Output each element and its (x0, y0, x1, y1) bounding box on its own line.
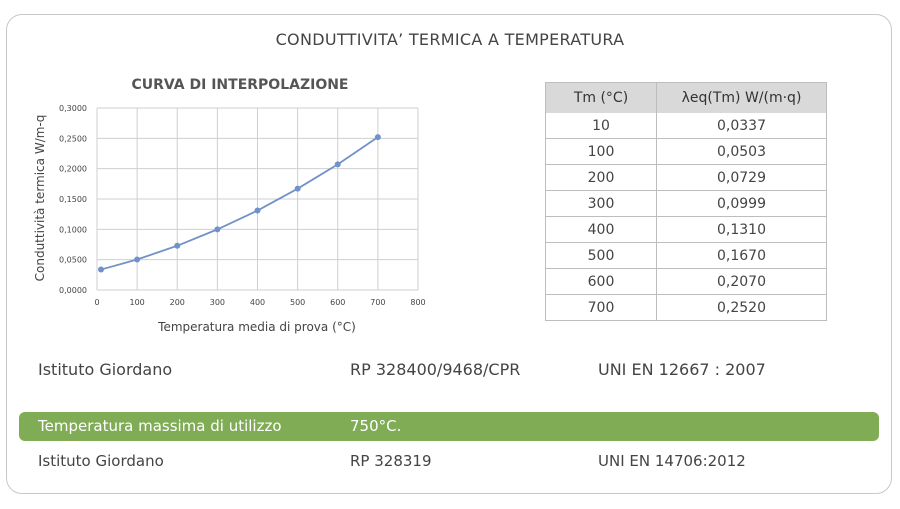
table-cell: 700 (587, 299, 615, 316)
data-point (174, 243, 180, 249)
table-row (546, 113, 827, 139)
table-cell: 0,2520 (657, 295, 827, 321)
data-point (375, 134, 381, 140)
y-tick-label: 0,0500 (59, 255, 87, 265)
table-cell: 600 (546, 269, 657, 295)
table-cell: 0,2070 (657, 269, 827, 295)
report-number: RP 328400/9468/CPR (350, 360, 521, 379)
y-axis-label: Conduttività termica W/m-q (33, 114, 47, 282)
y-tick-label: 0,2000 (59, 164, 87, 174)
column-header-conductivity: λeq(Tm) W/(m·q) (657, 83, 827, 114)
table-cell: 100 (546, 139, 657, 165)
table-cell: 500 (546, 243, 657, 269)
y-tick-label: 0,2500 (59, 134, 87, 144)
table-row (546, 295, 827, 321)
table-cell: 0,1310 (657, 217, 827, 243)
lab-name: Istituto Giordano (38, 360, 173, 379)
data-point (214, 226, 220, 232)
y-tick-label: 0,1000 (59, 225, 87, 235)
x-tick-label: 300 (209, 298, 226, 307)
x-tick-label: 0 (94, 298, 100, 307)
test-standard: UNI EN 12667 : 2007 (598, 360, 766, 379)
x-axis-label: Temperatura media di prova (°C) (158, 320, 356, 334)
table-cell: 0,0729 (657, 165, 827, 191)
table-cell: 0,0503 (657, 139, 827, 165)
conductivity-table (545, 82, 827, 321)
x-tick-label: 400 (249, 298, 266, 307)
table-cell: 400 (546, 217, 657, 243)
max-temperature-value: 750°C. (350, 417, 402, 435)
data-point (134, 256, 140, 262)
y-tick-label: 0,0000 (59, 286, 87, 295)
series-line (101, 137, 378, 269)
table-row (546, 139, 827, 165)
data-point (295, 186, 301, 192)
page-title: CONDUTTIVITA’ TERMICA A TEMPERATURA (275, 30, 625, 49)
y-tick-label: 0,3000 (59, 104, 87, 113)
table-cell: 0,0999 (657, 191, 827, 217)
data-point (335, 161, 341, 167)
report-number: RP 328319 (350, 452, 432, 470)
table-cell: 0,0337 (657, 113, 827, 139)
column-header-temperature: Tm (°C) (546, 83, 657, 114)
table-cell: 300 (546, 191, 657, 217)
max-temperature-bar (19, 412, 879, 441)
table-cell: 200 (546, 165, 657, 191)
max-temperature-label: Temperatura massima di utilizzo (38, 417, 282, 435)
table-header-row (546, 83, 827, 114)
table-row (546, 269, 827, 295)
x-tick-label: 500 (289, 298, 306, 307)
lab-name: Istituto Giordano (38, 452, 164, 470)
x-tick-label: 700 (370, 298, 386, 307)
y-tick-label: 0,1500 (59, 195, 87, 204)
table-row (546, 217, 827, 243)
table-row (546, 191, 827, 217)
table-cell: 10 (546, 113, 657, 139)
x-tick-label: 200 (169, 298, 185, 307)
table-row (546, 165, 827, 191)
chart-title: CURVA DI INTERPOLAZIONE (131, 77, 349, 93)
test-standard: UNI EN 14706:2012 (598, 452, 746, 470)
data-point (98, 267, 104, 273)
data-point (255, 208, 261, 214)
table-cell: 0,1670 (657, 243, 827, 269)
x-tick-label: 800 (410, 298, 426, 307)
table-row (546, 243, 827, 269)
x-tick-label: 600 (330, 298, 346, 307)
x-tick-label: 100 (129, 298, 145, 307)
